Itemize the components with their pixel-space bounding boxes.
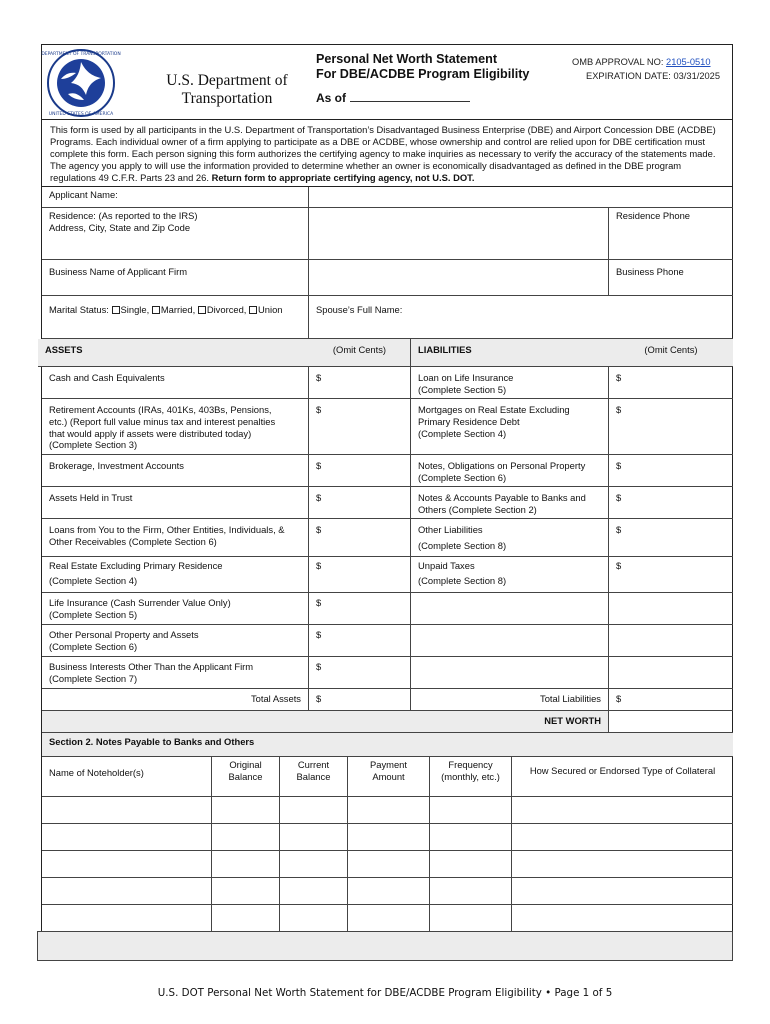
as-of-label: As of [316, 91, 346, 105]
asset-row: Other Personal Property and Assets (Complete Section 6) [42, 625, 309, 657]
section2-entry-cell[interactable] [280, 878, 348, 905]
svg-text:DEPARTMENT OF TRANSPORTATION: DEPARTMENT OF TRANSPORTATION [41, 52, 121, 57]
department-title: U.S. Department of Transportation [166, 72, 288, 107]
section2-entry-cell[interactable] [280, 797, 348, 824]
section2-entry-cell[interactable] [430, 824, 512, 851]
liability-row: Other Liabilities (Complete Section 8) [411, 519, 609, 557]
liability-amount-field[interactable]: $ [609, 399, 733, 455]
col-collateral: How Secured or Endorsed Type of Collateral [512, 757, 733, 797]
single-label: Single, [120, 304, 150, 315]
residence-label [42, 208, 309, 260]
section2-entry-cell[interactable] [512, 797, 733, 824]
liability-empty [609, 657, 733, 689]
section2-entry-cell[interactable] [430, 851, 512, 878]
section2-entry-cell[interactable] [212, 824, 280, 851]
residence-phone-label: Residence Phone [616, 210, 691, 221]
section2-entry-cell[interactable] [348, 797, 430, 824]
business-name-field[interactable] [309, 260, 609, 296]
expiration-date: EXPIRATION DATE: 03/31/2025 [586, 71, 721, 81]
asset-amount-field[interactable]: $ [309, 487, 411, 519]
liability-empty [411, 657, 609, 689]
applicant-name-field[interactable] [309, 187, 733, 208]
section2-entry-cell[interactable] [212, 905, 280, 932]
assets-heading: ASSETS [38, 339, 309, 367]
liability-row: Mortgages on Real Estate Excluding Primary Residence Debt (Complete Section 4) [411, 399, 609, 455]
omb-label: OMB APPROVAL NO: [572, 57, 664, 67]
spouse-label: Spouse’s Full Name: [316, 304, 403, 315]
residence-phone-field[interactable] [609, 208, 733, 260]
asset-amount-field[interactable]: $ [309, 625, 411, 657]
asset-amount-field[interactable]: $ [309, 593, 411, 625]
section2-entry-cell[interactable] [280, 851, 348, 878]
business-name-label: Business Name of Applicant Firm [42, 260, 309, 296]
asset-row: Assets Held in Trust [42, 487, 309, 519]
as-of-line[interactable] [350, 92, 470, 102]
asset-row: Brokerage, Investment Accounts [42, 455, 309, 487]
section2-entry-cell[interactable] [430, 905, 512, 932]
net-worth-field[interactable] [609, 711, 733, 733]
applicant-info [41, 187, 733, 339]
net-worth-label: NET WORTH [42, 711, 609, 733]
section2-entry-cell[interactable] [42, 905, 212, 932]
asset-amount-field[interactable]: $ [309, 519, 411, 557]
col-original-balance: Original Balance [212, 757, 280, 797]
asset-row: Loans from You to the Firm, Other Entities, Individuals, & Other Receivables (Complete Section 6) [42, 519, 309, 557]
col-payment-amount: Payment Amount [348, 757, 430, 797]
liability-empty [411, 625, 609, 657]
applicant-name-label: Applicant Name: [42, 187, 309, 208]
liability-amount-field[interactable]: $ [609, 455, 733, 487]
section2-entry-cell[interactable] [212, 851, 280, 878]
asset-row: Retirement Accounts (IRAs, 401Ks, 403Bs, Pensions, etc.) (Report full value minus tax and interest penalties that would apply if assets were distributed today) (Complete Section 3) [42, 399, 309, 455]
business-phone-field[interactable] [609, 260, 733, 296]
section2-entry-cell[interactable] [348, 851, 430, 878]
section2-entry-cell[interactable] [212, 797, 280, 824]
omb-number-link[interactable]: 2105-0510 [666, 57, 711, 67]
married-checkbox[interactable] [152, 306, 160, 314]
union-checkbox[interactable] [249, 306, 257, 314]
liability-row: Loan on Life Insurance (Complete Section 5) [411, 367, 609, 399]
section2-entry-cell[interactable] [512, 905, 733, 932]
residence-label-line1: Residence: (As reported to the IRS) [49, 210, 198, 221]
net-worth-row [41, 711, 733, 733]
section2-entry-cell[interactable] [512, 878, 733, 905]
business-phone-label: Business Phone [616, 266, 684, 277]
page-footer: U.S. DOT Personal Net Worth Statement for DBE/ACDBE Program Eligibility • Page 1 of 5 [157, 987, 613, 999]
marital-label: Marital Status: [49, 304, 109, 315]
liability-empty [609, 625, 733, 657]
total-assets-label: Total Assets [42, 689, 309, 711]
divorced-label: Divorced, [206, 304, 247, 315]
assets-omit-cents: (Omit Cents) [309, 339, 411, 367]
dot-seal-icon [41, 48, 121, 118]
section2-entry-cell[interactable] [42, 824, 212, 851]
liability-row: Notes & Accounts Payable to Banks and Others (Complete Section 2) [411, 487, 609, 519]
liability-amount-field[interactable]: $ [609, 557, 733, 593]
asset-row: Cash and Cash Equivalents [42, 367, 309, 399]
section2-table [41, 733, 733, 931]
section2-entry-cell[interactable] [430, 797, 512, 824]
section2-entry-cell[interactable] [280, 824, 348, 851]
single-checkbox[interactable] [112, 306, 120, 314]
col-frequency: Frequency (monthly, etc.) [430, 757, 512, 797]
section2-entry-cell[interactable] [348, 824, 430, 851]
section2-entry-cell[interactable] [512, 851, 733, 878]
asset-amount-field[interactable]: $ [309, 557, 411, 593]
section2-entry-cell[interactable] [430, 878, 512, 905]
section2-title: Section 2. Notes Payable to Banks and Others [42, 733, 733, 757]
residence-label-line2: Address, City, State and Zip Code [49, 221, 191, 233]
liability-row: Unpaid Taxes (Complete Section 8) [411, 557, 609, 593]
assets-liabilities-header [41, 339, 733, 367]
form-header [41, 44, 733, 119]
liability-amount-field[interactable]: $ [609, 519, 733, 557]
married-label: Married, [160, 304, 196, 315]
form-title [316, 52, 529, 82]
section2-continuation-bar [37, 931, 733, 961]
as-of-field[interactable] [316, 91, 470, 105]
form-title-line1: Personal Net Worth Statement [316, 52, 498, 66]
form-title-line2: For DBE/ACDBE Program Eligibility [316, 67, 530, 81]
marital-status [42, 296, 309, 339]
asset-row: Business Interests Other Than the Applicant Firm (Complete Section 7) [42, 657, 309, 689]
omb-info [572, 55, 720, 83]
total-liabilities-field[interactable]: $ [609, 689, 733, 711]
spouse-name-field[interactable] [309, 296, 733, 339]
liability-amount-field[interactable]: $ [609, 487, 733, 519]
divorced-checkbox[interactable] [198, 306, 206, 314]
asset-amount-field[interactable]: $ [309, 367, 411, 399]
section2-entry-cell[interactable] [280, 905, 348, 932]
asset-row: Life Insurance (Cash Surrender Value Only) (Complete Section 5) [42, 593, 309, 625]
section2-entry-cell[interactable] [42, 878, 212, 905]
total-assets-field[interactable]: $ [309, 689, 411, 711]
liabilities-omit-cents: (Omit Cents) [609, 339, 733, 367]
section2-entry-cell[interactable] [348, 905, 430, 932]
residence-address-field[interactable] [309, 208, 609, 260]
asset-row: Real Estate Excluding Primary Residence (Complete Section 4) [42, 557, 309, 593]
liability-empty [609, 593, 733, 625]
assets-liabilities-table [41, 367, 733, 711]
intro-bold-text: Return form to appropriate certifying agency, not U.S. DOT. [211, 172, 475, 184]
section2-entry-cell[interactable] [42, 851, 212, 878]
asset-amount-field[interactable]: $ [309, 455, 411, 487]
svg-text:UNITED STATES OF AMERICA: UNITED STATES OF AMERICA [48, 112, 114, 117]
asset-amount-field[interactable]: $ [309, 657, 411, 689]
total-liabilities-label: Total Liabilities [411, 689, 609, 711]
col-noteholder: Name of Noteholder(s) [42, 757, 212, 797]
section2-entry-cell[interactable] [348, 878, 430, 905]
section2-entry-cell[interactable] [212, 878, 280, 905]
section2-entry-cell[interactable] [512, 824, 733, 851]
section2-entry-cell[interactable] [42, 797, 212, 824]
liabilities-heading: LIABILITIES [411, 339, 609, 367]
intro-text: This form is used by all participants in the U.S. Department of Transportation’s Disadvantaged Business Enterprise (DBE) and Airport Concession DBE (ACDBE) Programs. Each individual owner of a firm applying to participate as a DBE or ACDBE, whose ownership and control are relied upon for DBE certification must complete this form. Each person signing this form authorizes the certifying agency to make inquiries as necessary to verify the accuracy of the statements made. The agency you apply to will use the information provided to determine whether an owner is economically disadvantaged as defined in the DBE program regulations 49 C.F.R. Parts 23 and 26. [50, 124, 716, 184]
intro-paragraph [41, 119, 733, 187]
asset-amount-field[interactable]: $ [309, 399, 411, 455]
union-label: Union [258, 304, 283, 315]
liability-amount-field[interactable]: $ [609, 367, 733, 399]
liability-row: Notes, Obligations on Personal Property (Complete Section 6) [411, 455, 609, 487]
liability-empty [411, 593, 609, 625]
col-current-balance: Current Balance [280, 757, 348, 797]
